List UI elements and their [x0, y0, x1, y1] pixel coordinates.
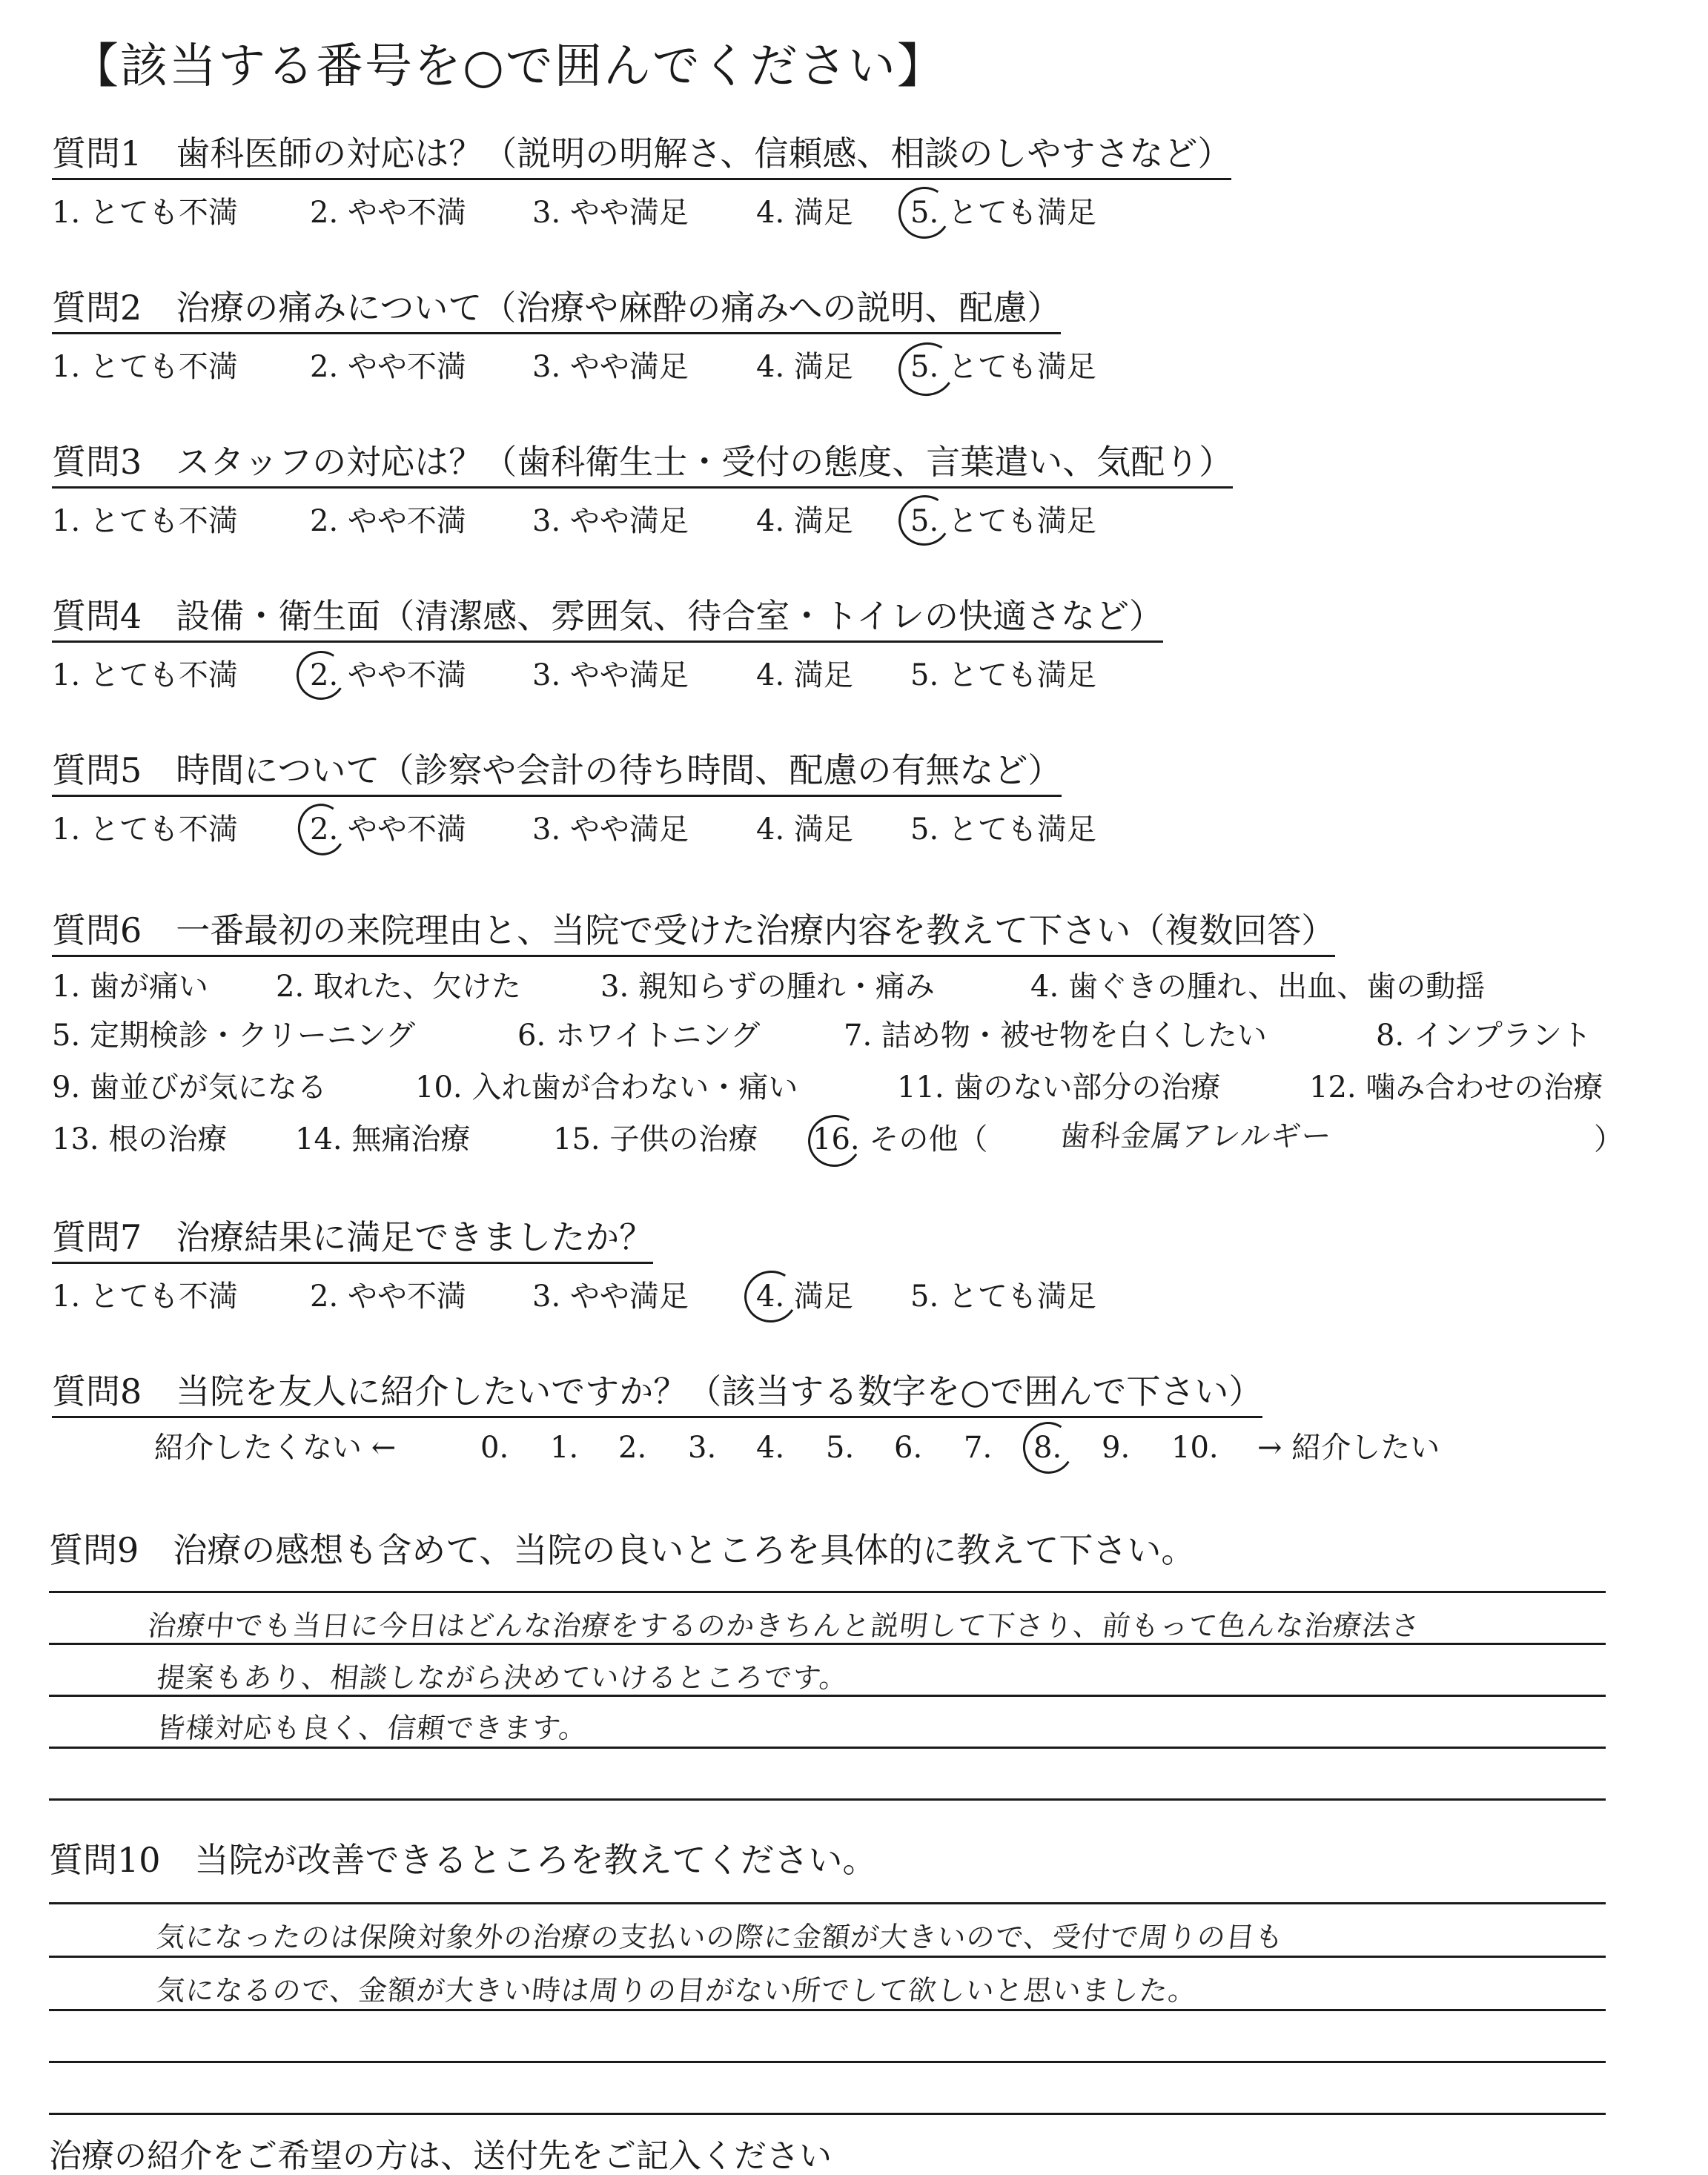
- q6-option-9[interactable]: 9. 歯並びが気になる: [52, 1070, 327, 1105]
- question-8-title: 質問8 当院を友人に紹介したいですか？（該当する数字を○で囲んで下さい）: [52, 1370, 1262, 1418]
- q6-option-7[interactable]: 7. 詰め物・被せ物を白くしたい: [844, 1019, 1267, 1053]
- question-7-title: 質問7 治療結果に満足できましたか？: [52, 1216, 653, 1264]
- q9-answer-line-2[interactable]: 提案もあり、相談しながら決めていけるところです。: [155, 1661, 850, 1694]
- q10-rule-2: [49, 1956, 1606, 1958]
- q8-scale-5[interactable]: 5.: [826, 1431, 855, 1465]
- footer-partial-text: 治療の紹介をご希望の方は、送付先をご記入ください: [49, 2137, 832, 2175]
- q6-option-3[interactable]: 3. 親知らずの腫れ・痛み: [600, 970, 935, 1004]
- q2-option-2[interactable]: 2. やや不満: [310, 350, 466, 384]
- q8-scale-7[interactable]: 7.: [964, 1431, 993, 1465]
- q6-option-6[interactable]: 6. ホワイトニング: [517, 1019, 761, 1053]
- q5-option-1[interactable]: 1. とても不満: [52, 812, 238, 847]
- q3-option-2[interactable]: 2. やや不満: [310, 504, 466, 538]
- q8-scale-8[interactable]: 8.: [1033, 1431, 1062, 1465]
- q8-selection-circle: [1018, 1417, 1078, 1479]
- q7-option-2[interactable]: 2. やや不満: [310, 1279, 466, 1314]
- q7-option-4[interactable]: 4. 満足: [756, 1279, 853, 1314]
- q6-option-15[interactable]: 15. 子供の治療: [553, 1122, 758, 1156]
- q1-option-3[interactable]: 3. やや満足: [532, 196, 689, 230]
- q9-answer-line-3[interactable]: 皆様対応も良く、信頼できます。: [155, 1712, 590, 1744]
- question-3-title: 質問3 スタッフの対応は？（歯科衛生士・受付の態度、言葉遣い、気配り）: [52, 440, 1233, 489]
- q4-option-2[interactable]: 2. やや不満: [310, 658, 466, 692]
- q2-option-3[interactable]: 3. やや満足: [532, 350, 689, 384]
- q5-selection-circle: [293, 799, 350, 860]
- q6-selection-circle: [804, 1110, 867, 1171]
- q3-option-5[interactable]: 5. とても満足: [910, 504, 1096, 538]
- q4-option-4[interactable]: 4. 満足: [756, 658, 853, 692]
- q4-selection-circle: [292, 646, 350, 704]
- q4-option-5[interactable]: 5. とても満足: [910, 658, 1096, 692]
- q8-scale-6[interactable]: 6.: [894, 1431, 923, 1465]
- q1-option-2[interactable]: 2. やや不満: [310, 196, 466, 230]
- q8-scale-0[interactable]: 0.: [480, 1431, 509, 1465]
- q1-option-5[interactable]: 5. とても満足: [910, 196, 1096, 230]
- q8-scale-10[interactable]: 10.: [1171, 1431, 1219, 1465]
- q3-option-4[interactable]: 4. 満足: [756, 504, 853, 538]
- q6-other-close: ）: [1594, 1122, 1623, 1156]
- question-10-title: 質問10 当院が改善できるところを教えてください。: [49, 1840, 877, 1880]
- q10-answer-line-2[interactable]: 気になるので、金額が大きい時は周りの目がない所でして欲しいと思いました。: [155, 1974, 1199, 2007]
- q3-option-1[interactable]: 1. とても不満: [52, 504, 238, 538]
- q8-scale-1[interactable]: 1.: [550, 1431, 579, 1465]
- q9-rule-1: [49, 1591, 1606, 1593]
- q7-option-1[interactable]: 1. とても不満: [52, 1279, 238, 1314]
- q1-option-1[interactable]: 1. とても不満: [52, 196, 238, 230]
- q7-option-5[interactable]: 5. とても満足: [910, 1279, 1096, 1314]
- q5-option-3[interactable]: 3. やや満足: [532, 812, 689, 847]
- q1-option-4[interactable]: 4. 満足: [756, 196, 853, 230]
- q9-rule-4: [49, 1747, 1606, 1749]
- q8-scale-9[interactable]: 9.: [1102, 1431, 1131, 1465]
- q8-scale-4[interactable]: 4.: [756, 1431, 785, 1465]
- q6-option-16[interactable]: 16. その他（: [812, 1122, 988, 1156]
- question-6-title: 質問6 一番最初の来院理由と、当院で受けた治療内容を教えて下さい（複数回答）: [52, 909, 1335, 957]
- q2-selection-circle: [893, 337, 959, 401]
- q6-option-11[interactable]: 11. 歯のない部分の治療: [897, 1070, 1221, 1105]
- q10-rule-4: [49, 2061, 1606, 2063]
- q10-rule-5: [49, 2113, 1606, 2115]
- q6-option-4[interactable]: 4. 歯ぐきの腫れ、出血、歯の動揺: [1030, 970, 1486, 1004]
- q3-option-3[interactable]: 3. やや満足: [532, 504, 689, 538]
- q6-other-handwritten[interactable]: 歯科金属アレルギー: [1058, 1119, 1334, 1153]
- q6-option-2[interactable]: 2. 取れた、欠けた: [276, 970, 521, 1004]
- q3-selection-circle: [894, 490, 956, 550]
- form-title: 【該当する番号を○で囲んでください】: [71, 39, 946, 94]
- q10-answer-line-1[interactable]: 気になったのは保険対象外の治療の支払いの際に金額が大きいので、受付で周りの目も: [155, 1921, 1286, 1953]
- q8-right-label: → 紹介したい: [1257, 1431, 1440, 1465]
- question-5-title: 質問5 時間について（診察や会計の待ち時間、配慮の有無など）: [52, 749, 1062, 797]
- q7-selection-circle: [740, 1265, 803, 1327]
- q7-option-3[interactable]: 3. やや満足: [532, 1279, 689, 1314]
- q1-selection-circle: [893, 182, 955, 243]
- q9-answer-line-1[interactable]: 治療中でも当日に今日はどんな治療をするのかきちんと説明して下さり、前もって色んな治療法さ: [146, 1609, 1422, 1642]
- q10-rule-1: [49, 1902, 1606, 1904]
- question-1-title: 質問1 歯科医師の対応は？（説明の明解さ、信頼感、相談のしやすさなど）: [52, 132, 1231, 180]
- q2-option-5[interactable]: 5. とても満足: [910, 350, 1096, 384]
- q5-option-2[interactable]: 2. やや不満: [310, 812, 466, 847]
- question-9-title: 質問9 治療の感想も含めて、当院の良いところを具体的に教えて下さい。: [49, 1530, 1196, 1570]
- q6-option-5[interactable]: 5. 定期検診・クリーニング: [52, 1019, 416, 1053]
- q6-option-10[interactable]: 10. 入れ歯が合わない・痛い: [415, 1070, 798, 1105]
- q6-option-13[interactable]: 13. 根の治療: [52, 1122, 228, 1156]
- q2-option-1[interactable]: 1. とても不満: [52, 350, 238, 384]
- q6-option-8[interactable]: 8. インプラント: [1376, 1019, 1592, 1053]
- q5-option-4[interactable]: 4. 満足: [756, 812, 853, 847]
- question-4-title: 質問4 設備・衛生面（清潔感、雰囲気、待合室・トイレの快適さなど）: [52, 595, 1163, 643]
- q2-option-4[interactable]: 4. 満足: [756, 350, 853, 384]
- q6-option-1[interactable]: 1. 歯が痛い: [52, 970, 208, 1004]
- q8-scale-2[interactable]: 2.: [618, 1431, 647, 1465]
- question-2-title: 質問2 治療の痛みについて（治療や麻酔の痛みへの説明、配慮）: [52, 286, 1061, 334]
- q5-option-5[interactable]: 5. とても満足: [910, 812, 1096, 847]
- q9-rule-5: [49, 1798, 1606, 1801]
- q10-rule-3: [49, 2009, 1606, 2011]
- q6-option-14[interactable]: 14. 無痛治療: [295, 1122, 471, 1156]
- q6-option-12[interactable]: 12. 噛み合わせの治療: [1309, 1070, 1603, 1105]
- q8-scale-3[interactable]: 3.: [688, 1431, 717, 1465]
- q4-option-1[interactable]: 1. とても不満: [52, 658, 238, 692]
- q4-option-3[interactable]: 3. やや満足: [532, 658, 689, 692]
- q8-left-label: 紹介したくない ←: [154, 1431, 397, 1465]
